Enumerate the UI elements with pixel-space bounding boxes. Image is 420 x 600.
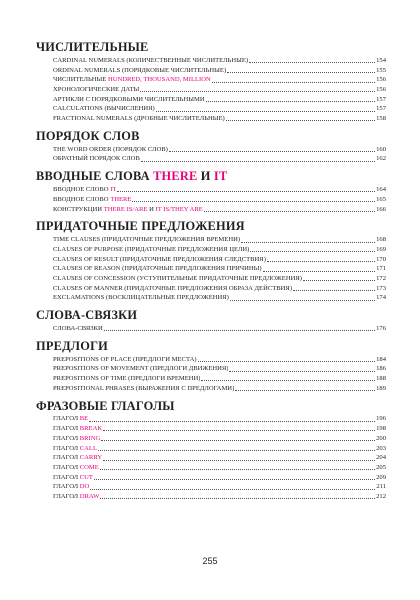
text-run: CLAUSES OF MANNER (ПРИДАТОЧНЫЕ ПРЕДЛОЖЕНИЯ ОБРАЗА ДЕЙСТВИЯ): [53, 284, 293, 292]
dot-leader: [169, 151, 375, 152]
toc-entry[interactable]: [53, 264, 386, 274]
highlighted-term: THERE IS/ARE: [103, 205, 148, 213]
text-run: ГЛАГОЛ: [53, 444, 80, 452]
toc-entry[interactable]: [53, 85, 386, 95]
toc-entry[interactable]: [53, 274, 386, 284]
entry-title: [53, 205, 203, 215]
entry-list: [36, 324, 386, 334]
entry-page-number: 184: [376, 355, 386, 363]
entry-title: [53, 255, 266, 265]
dot-leader: [267, 261, 375, 262]
text-run: И: [147, 205, 156, 213]
text-run: ЧИСЛИТЕЛЬНЫЕ: [36, 40, 149, 54]
text-run: ГЛАГОЛ: [53, 463, 80, 471]
text-run: КОНСТРУКЦИИ: [53, 205, 104, 213]
entry-title: [53, 185, 116, 195]
text-run: ПРЕДЛОГИ: [36, 338, 108, 353]
entry-title: [53, 463, 99, 473]
toc-section: [36, 169, 386, 214]
toc-entry[interactable]: [53, 255, 386, 265]
entry-title: [53, 374, 200, 384]
entry-page-number: 157: [376, 95, 386, 103]
entry-page-number: 170: [376, 255, 386, 263]
toc-section: [36, 308, 386, 334]
text-run: CLAUSES OF CONCESSION (УСТУПИТЕЛЬНЫЕ ПРИДАТОЧНЫЕ ПРЕДЛОЖЕНИЯ): [53, 274, 302, 282]
toc-entry[interactable]: [53, 324, 386, 334]
entry-title: [53, 482, 89, 492]
section-title: [36, 308, 386, 323]
toc-entry[interactable]: [53, 104, 386, 114]
highlighted-term: BREAK: [79, 425, 103, 433]
entry-page-number: 204: [376, 454, 386, 462]
dot-leader: [212, 82, 375, 83]
text-run: PREPOSITIONS OF PLACE (ПРЕДЛОГИ МЕСТА): [53, 355, 197, 363]
text-run: CLAUSES OF REASON (ПРИДАТОЧНЫЕ ПРЕДЛОЖЕНИЯ ПРИЧИНЫ): [53, 265, 262, 273]
highlighted-term: BE: [79, 415, 89, 423]
entry-page-number: 189: [376, 384, 386, 392]
dot-leader: [90, 489, 375, 490]
entry-page-number: 200: [376, 434, 386, 442]
toc-entry[interactable]: [53, 145, 386, 155]
highlighted-term: CALL: [79, 444, 97, 452]
entry-list: [36, 56, 386, 124]
entry-page-number: 160: [376, 145, 386, 153]
entry-page-number: 198: [376, 425, 386, 433]
toc-entry[interactable]: [53, 185, 386, 195]
highlighted-term: IT: [213, 169, 228, 184]
entry-title: [53, 66, 226, 76]
text-run: PREPOSITIONS OF TIME (ПРЕДЛОГИ ВРЕМЕНИ): [53, 375, 201, 383]
dot-leader: [100, 469, 375, 470]
dot-leader: [89, 421, 375, 422]
entry-page-number: 169: [376, 245, 386, 253]
toc-entry[interactable]: [53, 155, 386, 165]
entry-page-number: 172: [376, 274, 386, 282]
entry-title: [53, 355, 197, 365]
dot-leader: [140, 91, 375, 92]
entry-page-number: 176: [376, 325, 386, 333]
section-title: [36, 339, 386, 354]
text-run: ГЛАГОЛ: [53, 454, 80, 462]
toc-entry[interactable]: [53, 453, 386, 463]
entry-page-number: 162: [376, 155, 386, 163]
text-run: ОБРАТНЫЙ ПОРЯДОК СЛОВ: [53, 155, 140, 163]
section-title: [36, 169, 386, 184]
toc-section: [36, 40, 386, 124]
entry-page-number: 188: [376, 375, 386, 383]
toc-section: [36, 339, 386, 394]
page-number: 255: [202, 556, 218, 566]
toc-section: [36, 219, 386, 303]
dot-leader: [198, 361, 376, 362]
entry-list: [36, 235, 386, 303]
entry-title: [53, 95, 205, 105]
entry-list: [36, 145, 386, 164]
dot-leader: [250, 251, 375, 252]
entry-page-number: 209: [376, 473, 386, 481]
dot-leader: [132, 201, 375, 202]
dot-leader: [235, 390, 375, 391]
entry-title: [53, 154, 140, 164]
entry-page-number: 203: [376, 444, 386, 452]
toc-entry[interactable]: [53, 463, 386, 473]
dot-leader: [263, 271, 375, 272]
dot-leader: [94, 479, 375, 480]
toc-entry[interactable]: [53, 195, 386, 205]
dot-leader: [98, 450, 375, 451]
toc-entry[interactable]: [53, 245, 386, 255]
entry-page-number: 166: [376, 205, 386, 213]
dot-leader: [293, 290, 375, 291]
entry-page-number: 171: [376, 265, 386, 273]
entry-title: [53, 473, 93, 483]
entry-page-number: 156: [376, 86, 386, 94]
highlighted-term: IT IS/THEY ARE: [155, 205, 203, 213]
text-run: FRACTIONAL NUMERALS (ДРОБНЫЕ ЧИСЛИТЕЛЬНЫЕ): [53, 115, 225, 123]
text-run: И: [197, 169, 214, 184]
entry-page-number: 211: [376, 483, 386, 491]
text-run: CLAUSES OF RESULT (ПРИДАТОЧНЫЕ ПРЕДЛОЖЕНИЯ СЛЕДСТВИЯ): [53, 255, 266, 263]
entry-page-number: 155: [376, 66, 386, 74]
entry-list: [36, 185, 386, 214]
entry-page-number: 212: [376, 492, 386, 500]
dot-leader: [303, 280, 375, 281]
text-run: ПОРЯДОК СЛОВ: [36, 128, 140, 143]
entry-title: [53, 56, 248, 66]
section-title: [36, 399, 386, 414]
highlighted-term: DRAW: [79, 492, 100, 500]
dot-leader: [226, 120, 375, 121]
entry-title: [53, 274, 302, 284]
toc-entry[interactable]: [53, 95, 386, 105]
table-of-contents: [36, 40, 386, 507]
entry-title: [53, 492, 99, 502]
dot-leader: [230, 300, 375, 301]
toc-entry[interactable]: [53, 473, 386, 483]
entry-title: [53, 424, 102, 434]
section-title: [36, 129, 386, 144]
entry-title: [53, 414, 88, 424]
entry-page-number: 157: [376, 105, 386, 113]
toc-entry[interactable]: [53, 355, 386, 365]
entry-page-number: 186: [376, 365, 386, 373]
text-run: CLAUSES OF PURPOSE (ПРИДАТОЧНЫЕ ПРЕДЛОЖЕНИЯ ЦЕЛИ): [53, 245, 250, 253]
dot-leader: [101, 440, 375, 441]
toc-entry[interactable]: [53, 384, 386, 394]
text-run: ORDINAL NUMERALS (ПОРЯДКОВЫЕ ЧИСЛИТЕЛЬНЫЕ): [53, 66, 227, 74]
toc-entry[interactable]: [53, 235, 386, 245]
highlighted-term: THERE: [110, 195, 132, 203]
text-run: ВВОДНОЕ СЛОВО: [53, 186, 111, 194]
entry-title: [53, 264, 262, 274]
entry-page-number: 174: [376, 294, 386, 302]
text-run: TIME CLAUSES (ПРИДАТОЧНЫЕ ПРЕДЛОЖЕНИЯ ВРЕМЕНИ): [53, 236, 241, 244]
highlighted-term: HUNDRED, THOUSAND, MILLION: [107, 76, 211, 84]
toc-section: [36, 129, 386, 164]
entry-page-number: 154: [376, 56, 386, 64]
entry-title: [53, 235, 240, 245]
text-run: СЛОВА-СВЯЗКИ: [36, 308, 138, 323]
text-run: ВВОДНЫЕ СЛОВА: [36, 169, 154, 184]
highlighted-term: CUT: [79, 473, 93, 481]
dot-leader: [241, 242, 375, 243]
text-run: EXCLAMATIONS (ВОСКЛИЦАТЕЛЬНЫЕ ПРЕДЛОЖЕНИЯ): [53, 294, 229, 302]
toc-entry[interactable]: [53, 114, 386, 124]
entry-title: [53, 293, 229, 303]
toc-entry[interactable]: [53, 492, 386, 502]
entry-page-number: 164: [376, 186, 386, 194]
dot-leader: [229, 371, 375, 372]
entry-page-number: 165: [376, 195, 386, 203]
dot-leader: [100, 498, 375, 499]
highlighted-term: BRING: [79, 434, 101, 442]
toc-entry[interactable]: [53, 56, 386, 66]
toc-entry[interactable]: [53, 374, 386, 384]
dot-leader: [103, 460, 375, 461]
dot-leader: [156, 111, 375, 112]
entry-page-number: 158: [376, 115, 386, 123]
entry-title: [53, 384, 234, 394]
text-run: PREPOSITIONAL PHRASES (ВЫРАЖЕНИЯ С ПРЕДЛОГАМИ): [53, 384, 235, 392]
text-run: CALCULATIONS (ВЫЧИСЛЕНИЯ): [53, 105, 155, 113]
text-run: CARDINAL NUMERALS (КОЛИЧЕСТВЕННЫЕ ЧИСЛИТЕЛЬНЫЕ): [53, 56, 249, 64]
text-run: ВВОДНОЕ СЛОВО: [53, 195, 111, 203]
entry-title: [53, 324, 103, 334]
dot-leader: [141, 161, 375, 162]
toc-entry[interactable]: [53, 482, 386, 492]
entry-title: [53, 364, 228, 374]
toc-section: [36, 399, 386, 502]
section-title: [36, 40, 386, 55]
toc-entry[interactable]: [53, 293, 386, 303]
toc-entry[interactable]: [53, 66, 386, 76]
toc-entry[interactable]: [53, 205, 386, 215]
entry-title: [53, 453, 102, 463]
text-run: ГЛАГОЛ: [53, 425, 80, 433]
text-run: ГЛАГОЛ: [53, 483, 80, 491]
text-run: ГЛАГОЛ: [53, 473, 80, 481]
text-run: ГЛАГОЛ: [53, 415, 80, 423]
highlighted-term: IT: [110, 186, 117, 194]
entry-title: [53, 245, 249, 255]
text-run: ЧИСЛИТЕЛЬНЫЕ: [53, 76, 108, 84]
entry-title: [53, 145, 168, 155]
entry-title: [53, 104, 155, 114]
dot-leader: [201, 380, 375, 381]
text-run: ХРОНОЛОГИЧЕСКИЕ ДАТЫ: [53, 86, 140, 94]
highlighted-term: DO: [79, 483, 90, 491]
dot-leader: [206, 101, 376, 102]
entry-page-number: 205: [376, 463, 386, 471]
toc-entry[interactable]: [53, 415, 386, 425]
entry-page-number: 156: [376, 76, 386, 84]
text-run: ФРАЗОВЫЕ ГЛАГОЛЫ: [36, 398, 175, 413]
dot-leader: [227, 72, 375, 73]
toc-entry[interactable]: [53, 434, 386, 444]
entry-title: [53, 75, 211, 85]
highlighted-term: CARRY: [79, 454, 103, 462]
text-run: СЛОВА-СВЯЗКИ: [53, 325, 103, 333]
entry-page-number: 196: [376, 415, 386, 423]
text-run: PREPOSITIONS OF MOVEMENT (ПРЕДЛОГИ ДВИЖЕНИЯ): [53, 365, 229, 373]
entry-title: [53, 284, 292, 294]
toc-entry[interactable]: [53, 284, 386, 294]
entry-list: [36, 415, 386, 502]
dot-leader: [104, 330, 375, 331]
text-run: ПРИДАТОЧНЫЕ ПРЕДЛОЖЕНИЯ: [36, 219, 245, 234]
entry-title: [53, 85, 139, 95]
entry-title: [53, 195, 131, 205]
dot-leader: [103, 430, 375, 431]
entry-page-number: 168: [376, 236, 386, 244]
entry-page-number: 173: [376, 284, 386, 292]
text-run: ГЛАГОЛ: [53, 492, 80, 500]
toc-entry[interactable]: [53, 364, 386, 374]
entry-title: [53, 444, 97, 454]
dot-leader: [117, 191, 375, 192]
dot-leader: [204, 211, 375, 212]
entry-list: [36, 355, 386, 394]
toc-entry[interactable]: [53, 424, 386, 434]
section-title: [36, 219, 386, 234]
highlighted-term: THERE: [153, 169, 198, 184]
text-run: ГЛАГОЛ: [53, 434, 80, 442]
entry-title: [53, 114, 225, 124]
highlighted-term: COME: [79, 463, 99, 471]
toc-entry[interactable]: [53, 75, 386, 85]
entry-title: [53, 434, 100, 444]
text-run: АРТИКЛИ С ПОРЯДКОВЫМИ ЧИСЛИТЕЛЬНЫМИ: [53, 95, 205, 103]
text-run: THE WORD ORDER (ПОРЯДОК СЛОВ): [53, 145, 168, 153]
dot-leader: [249, 62, 375, 63]
toc-entry[interactable]: [53, 444, 386, 454]
